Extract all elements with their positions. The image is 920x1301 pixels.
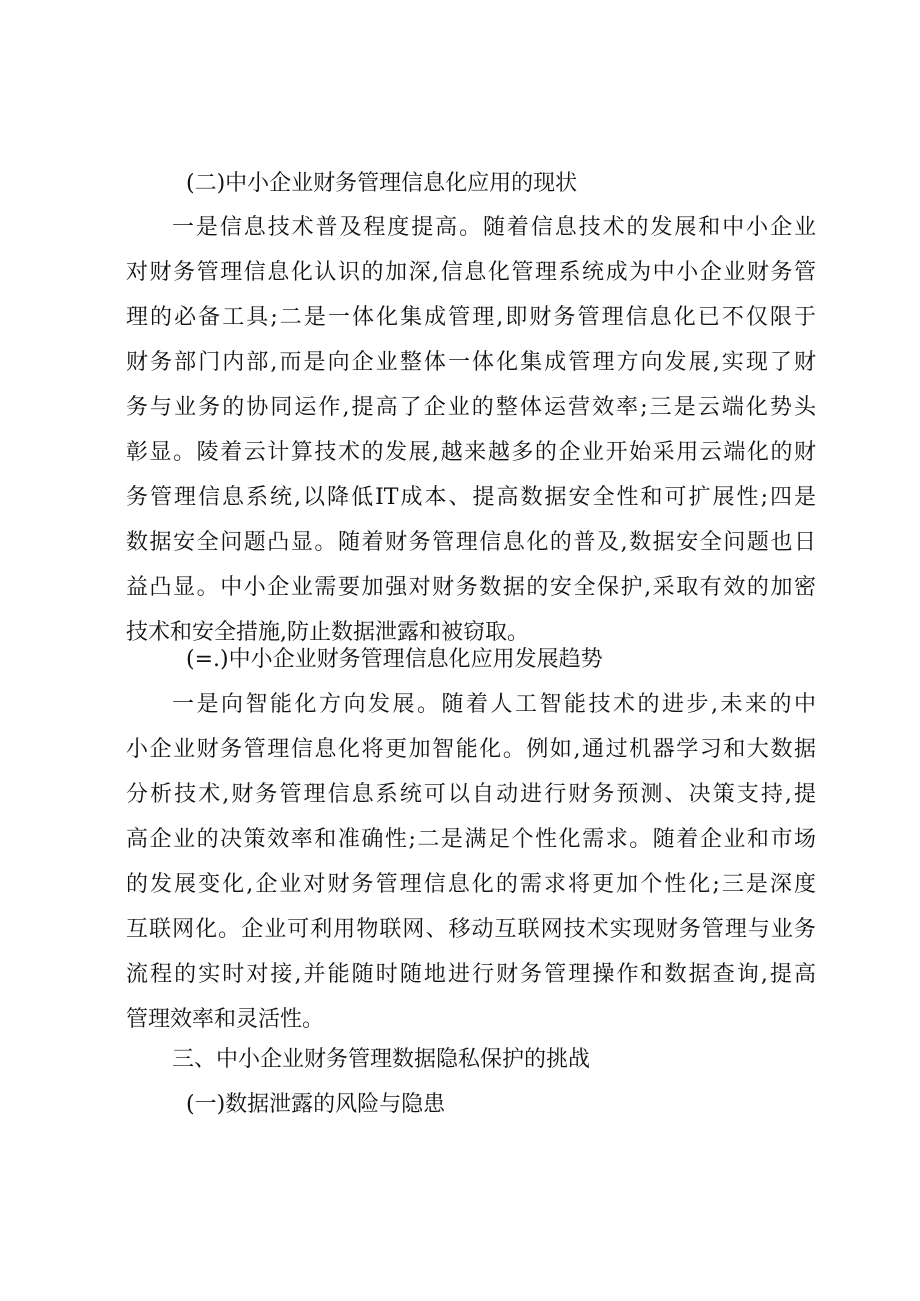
- chapter-heading-privacy-challenges: 三、中小企业财务管理数据隐私保护的挑战: [172, 1047, 591, 1072]
- paragraph-line: 互联网化。企业可利用物联网、移动互联网技术实现财务管理与业务: [126, 917, 816, 942]
- paragraph-line: 管理效率和灵活性。: [126, 1007, 325, 1032]
- paragraph-line: 分析技术,财务管理信息系统可以自动进行财务预测、决策支持,提: [126, 782, 816, 807]
- paragraph-line: 一是向智能化方向发展。随着人工智能技术的进步,未来的中: [172, 692, 816, 717]
- section-heading-current-status: (二)中小企业财务管理信息化应用的现状: [186, 171, 578, 196]
- paragraph-line: 高企业的决策效率和准确性;二是满足个性化需求。随着企业和市场: [126, 827, 816, 852]
- paragraph-line: 小企业财务管理信息化将更加智能化。例如,通过机器学习和大数据: [126, 737, 816, 762]
- paragraph-line: 务与业务的协同运作,提高了企业的整体运营效率;三是云端化势头: [126, 395, 816, 420]
- paragraph-line: 益凸显。中小企业需要加强对财务数据的安全保护,采取有效的加密: [126, 575, 816, 600]
- paragraph-line: 财务部门内部,而是向企业整体一体化集成管理方向发展,实现了财: [126, 350, 816, 375]
- paragraph-line: 技术和安全措施,防止数据泄露和被窃取。: [126, 620, 529, 645]
- paragraph-line: 彰显。陵着云计算技术的发展,越来越多的企业开始采用云端化的财: [126, 440, 816, 465]
- paragraph-line: 对财务管理信息化认识的加深,信息化管理系统成为中小企业财务管: [126, 260, 816, 285]
- paragraph-line: 流程的实时对接,并能随时随地进行财务管理操作和数据查询,提高: [126, 962, 816, 987]
- section-heading-development-trend: (=.)中小企业财务管理信息化应用发展趋势: [186, 647, 603, 672]
- paragraph-line: 数据安全问题凸显。随着财务管理信息化的普及,数据安全问题也日: [126, 530, 816, 555]
- paragraph-line: 理的必备工具;二是一体化集成管理,即财务管理信息化已不仅限于: [126, 305, 816, 330]
- paragraph-line: 务管理信息系统,以降低IT成本、提高数据安全性和可扩展性;四是: [126, 485, 816, 510]
- subsection-heading-data-leak-risk: (一)数据泄露的风险与隐患: [186, 1092, 446, 1117]
- paragraph-line: 一是信息技术普及程度提高。随着信息技术的发展和中小企业: [172, 215, 816, 240]
- paragraph-line: 的发展变化,企业对财务管理信息化的需求将更加个性化;三是深度: [126, 872, 816, 897]
